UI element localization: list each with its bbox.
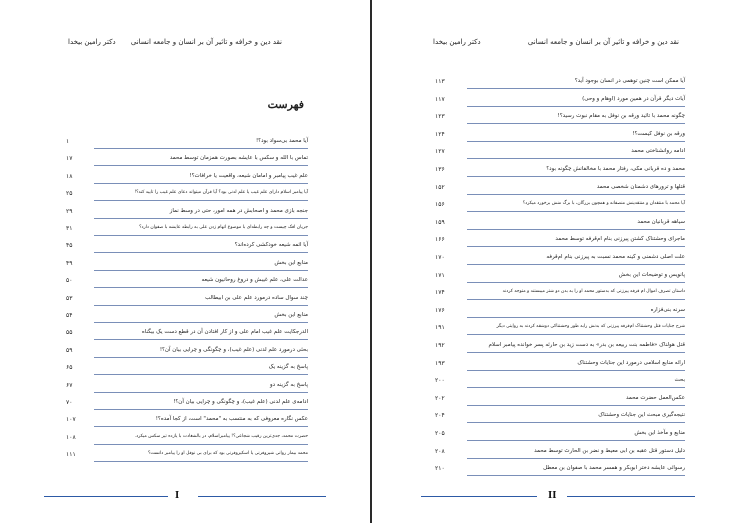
toc-entry-page-number: ۵۳ [66, 294, 73, 302]
toc-entry-title: عکس‌العمل حضرت محمد [626, 394, 685, 401]
toc-entry-title: محمد بیمار روانی شیزوفرنی یا اسکیزوفرنی بود که برای بی نوفل او را پیامبر دانست؟ [147, 451, 308, 457]
toc-entry-page-number: ۵۵ [66, 329, 73, 337]
toc-entry-page-number: ۵۴ [66, 312, 73, 319]
toc-entry[interactable] [423, 465, 685, 477]
toc-entry-title: قتل هولناک «فاطمه بنت ربیعه بن بدر» به دست زید بن حارثه پسر خوانده پیامبر اسلام [488, 342, 685, 348]
toc-entry-underline [467, 176, 685, 177]
toc-entry-title: حضرت محمد، جدی‌ترین رقیب شجاعی؟! پیامبراسلام، در بالشغادت با یازده تیر سکس میکرد. [134, 433, 308, 439]
toc-entry-underline [467, 141, 685, 142]
toc-entry-page-number: ۱۰۷ [66, 416, 76, 424]
footer-rule-left [44, 496, 168, 497]
toc-entry[interactable] [58, 434, 308, 446]
toc-title: فهرست [267, 98, 304, 111]
running-header-title: نقد دین و خرافه و تاثیر آن بر انسان و جامعه انسانی [130, 38, 282, 46]
toc-entry-underline [467, 334, 685, 335]
toc-entry-page-number: ۱۱۳ [435, 78, 445, 85]
toc-entry-page-number: ۱۱۷ [435, 95, 445, 103]
toc-entry[interactable] [423, 448, 685, 460]
toc-entry-underline [467, 387, 685, 388]
toc-entry[interactable] [58, 382, 308, 394]
toc-entry[interactable] [423, 184, 685, 196]
toc-entry-page-number: ۱۹۲ [435, 342, 445, 349]
toc-entry-page-number: ۲۱۰ [435, 465, 445, 473]
toc-entry[interactable] [58, 399, 308, 411]
toc-entry-page-number: ۲۰۴ [435, 412, 445, 420]
toc-entry-title: منابع این بخش [274, 259, 308, 266]
toc-entry-page-number: ۷۰ [66, 399, 73, 406]
toc-entry-underline [94, 287, 308, 288]
toc-entry-title: بحث [674, 377, 685, 384]
toc-entry[interactable] [423, 324, 685, 336]
toc-entry-underline [467, 352, 685, 353]
toc-entry-underline [94, 235, 308, 236]
toc-entry[interactable] [423, 113, 685, 125]
toc-entry[interactable] [58, 416, 308, 428]
toc-entry-page-number: ۱۹۱ [435, 324, 445, 332]
toc-entry-underline [94, 252, 308, 253]
toc-entry-underline [94, 183, 308, 184]
toc-entry-page-number: ۵۹ [66, 346, 73, 354]
toc-entry-underline [467, 440, 685, 441]
toc-entry[interactable] [423, 289, 685, 301]
toc-entry-page-number: ۱۳۶ [435, 166, 445, 173]
toc-entry-page-number: ۱۷۴ [435, 289, 445, 297]
toc-entry-underline [467, 211, 685, 212]
running-header-title: نقد دین و خرافه و تاثیر آن بر انسان و جامعه انسانی [527, 38, 679, 46]
toc-entry[interactable] [423, 236, 685, 248]
toc-entry-underline [94, 305, 308, 306]
toc-entry[interactable] [58, 208, 308, 220]
toc-entry-page-number: ۱۹۳ [435, 359, 445, 367]
toc-entry[interactable] [423, 430, 685, 442]
toc-entry-underline [467, 475, 685, 476]
toc-entry-underline [467, 194, 685, 195]
toc-entry-page-number: ۱۰۸ [66, 433, 76, 441]
toc-entry-title: الدرجکایت علم غیب امام علی و از کار افتادن آن در قطع دست یک بیگناه [141, 329, 308, 336]
toc-entry-title: منابع و مآخذ این بخش [634, 430, 685, 436]
footer-rule-right [198, 496, 326, 497]
toc-entry-page-number: ۵۰ [66, 277, 73, 285]
toc-entry[interactable] [423, 395, 685, 407]
toc-entry-underline [467, 246, 685, 247]
toc-entry-page-number: ۱ [66, 138, 70, 145]
toc-entry-page-number: ۴۹ [66, 259, 73, 267]
toc-entry-underline [467, 299, 685, 300]
toc-entry-underline [94, 444, 308, 445]
toc-entry[interactable] [423, 201, 685, 213]
toc-entry-page-number: ۱۵۲ [435, 183, 445, 191]
toc-entry-title: جریان افک چیست و چه رابطه‌ای با موضوع اتهام زدن علی به رابطه عایشه با صفوان دارد؟ [139, 225, 308, 230]
toc-entry-underline [467, 317, 685, 318]
toc-entry-title: ادامه‌ی علم لدنی (علم غیب)، و چگونگی و چرایی بیان آن؟! [173, 399, 308, 405]
toc-entry-page-number: ۱۸ [66, 172, 73, 180]
toc-entry-underline [94, 461, 308, 462]
toc-entry-underline [94, 409, 308, 410]
toc-entry-title: نتیجه‌گیری مبحث این جنایات وحشتناک [598, 412, 685, 419]
toc-entry-page-number: ۱۵۶ [435, 201, 445, 209]
toc-entry-underline [94, 200, 308, 201]
toc-entry[interactable] [58, 242, 308, 254]
toc-entry-underline [94, 148, 308, 149]
toc-entry[interactable] [58, 138, 308, 150]
toc-entry-page-number: ۴۵ [66, 242, 73, 250]
toc-entry-page-number: ۱۷۱ [435, 271, 445, 279]
toc-entry[interactable] [58, 329, 308, 341]
toc-entry[interactable] [423, 360, 685, 372]
toc-entry-title: آیا ائمه شیعه خودکشی کرده‌اند؟ [234, 242, 308, 249]
toc-entry-underline [94, 339, 308, 340]
toc-entry[interactable] [423, 148, 685, 160]
toc-entry-title: چگونه محمد با تائید ورقه بن نوفل به مقام نبوت رسید؟! [557, 113, 685, 120]
toc-entry-title: دلیل دستور قتل عقبه بن ابی معیط و نضر بن الحارث توسط محمد [534, 447, 685, 454]
toc-entry-page-number: ۲۰۰ [435, 377, 445, 385]
toc-entry-title: بحثی درمورد علم لدنی (علم غیب)، و چگونگی و چرایی بیان آن؟! [159, 346, 308, 353]
toc-entry-title: علم غیب پیامبر و امامان شیعه، واقعیت یا خرافات؟! [189, 172, 308, 179]
toc-entry-title: قتلها و ترورهای دشمنان شخصی محمد [596, 183, 685, 190]
toc-entry-page-number: ۱۱۱ [66, 451, 76, 459]
toc-entry-title: عکس نگاره معروفی که به منتسب به "محمد" است، از کجا آمده؟! [155, 416, 308, 423]
book-spine [370, 0, 372, 523]
toc-entry[interactable] [58, 225, 308, 237]
toc-entry-underline [467, 264, 685, 265]
toc-entry-page-number: ۳۱ [66, 225, 73, 232]
toc-entry[interactable] [423, 342, 685, 354]
toc-entry-title: پاسخ به گزینه دو [270, 381, 308, 388]
toc-entry-underline [94, 270, 308, 271]
toc-entry[interactable] [423, 254, 685, 266]
toc-entry[interactable] [423, 96, 685, 108]
toc-entry[interactable] [423, 166, 685, 178]
toc-entry-underline [94, 374, 308, 375]
toc-entry-title: ادامه روانشناختی محمد [631, 148, 685, 155]
toc-entry[interactable] [423, 219, 685, 231]
toc-entry-page-number: ۱۷ [66, 155, 73, 163]
toc-entry-title: آیا محمد بی‌سواد بود؟! [255, 138, 308, 144]
toc-entry[interactable] [58, 312, 308, 324]
right-page [373, 0, 743, 523]
footer-rule-right [567, 496, 695, 497]
toc-entry-underline [94, 322, 308, 323]
toc-entry-page-number: ۲۰۲ [435, 394, 445, 402]
page-folio: II [548, 491, 557, 501]
toc-entry[interactable] [423, 377, 685, 389]
toc-entry-title: ارائه منابع اسلامی درمورد این جنایات وحشتناک [577, 359, 685, 366]
toc-entry-page-number: ۱۲۴ [435, 130, 445, 138]
toc-entry-underline [467, 458, 685, 459]
toc-entry-title: آیات دیگر قرآن در همین مورد (اوهام و وحی) [582, 95, 685, 102]
toc-entry-title: علت اصلی دشمنی و کینه محمد نسبت به پیرزنی بنام ام‌قرفه [546, 254, 685, 260]
toc-entry-page-number: ۱۷۶ [435, 306, 445, 314]
toc-entry-title: سرنه بنی‌فزاره [650, 306, 685, 313]
toc-entry-title: جنجه بازی محمد و اصحابش در همه امور، حتی در وسط نماز [169, 207, 308, 214]
toc-entry-underline [467, 88, 685, 89]
toc-entry-title: ماجرای وحشتناک کشتن پیرزنی بنام ام‌قرفه توسط محمد [555, 236, 685, 243]
toc-entry-title: آیا ممکن است چنین توهمی در انسان بوجود آید؟ [574, 78, 685, 84]
toc-entry-title: محمد و ده قربانی مکی، رفتار محمد با مخالفانش چگونه بود؟ [546, 166, 685, 172]
toc-entry-underline [467, 158, 685, 159]
left-page [0, 0, 370, 523]
toc-entry-underline [94, 165, 308, 166]
toc-entry-underline [467, 229, 685, 230]
toc-entry-underline [467, 123, 685, 124]
toc-entry-page-number: ۱۷۰ [435, 254, 445, 261]
toc-entry-title: عدالت علی، علم غیبش و دروغ روحانیون شیعه [201, 277, 308, 284]
toc-entry-page-number: ۲۰۸ [435, 447, 445, 455]
toc-entry-title: داستان تصرف اموال ام قرفه پیرزنی که بدستور محمد او را به بدن دو شتر میبستند و متوجه کردند [502, 289, 685, 295]
toc-entry-underline [94, 357, 308, 358]
toc-entry-title: سیاهه قربانیان محمد [637, 218, 685, 225]
toc-entry-underline [467, 370, 685, 371]
toc-entry-title: رسوائی عایشه دختر ابوبکر و همسر محمد با صفوان بن معطل [543, 465, 685, 472]
toc-entry[interactable] [58, 295, 308, 307]
toc-entry-title: آیا پیامبر اسلام دارای علم غیب یا علم لدنی بود؟ آیا قرآن میتواند دعای علم غیب را تایید کند؟! [134, 190, 308, 196]
toc-entry[interactable] [58, 173, 308, 185]
toc-entry-page-number: ۲۹ [66, 207, 73, 215]
toc-entry[interactable] [58, 347, 308, 359]
toc-entry-page-number: ۶۵ [66, 364, 73, 372]
toc-entry-title: تماس با الله و سکس با عایشه بصورت همزمان توسط محمد [169, 155, 308, 162]
toc-entry[interactable] [58, 190, 308, 202]
toc-entry-page-number: ۲۵ [66, 190, 73, 198]
toc-entry-page-number: ۱۲۷ [435, 148, 445, 156]
toc-entry-title: منابع این بخش [274, 312, 308, 318]
toc-entry-underline [467, 405, 685, 406]
toc-entry[interactable] [58, 364, 308, 376]
toc-entry-page-number: ۲۰۵ [435, 430, 445, 437]
toc-entry[interactable] [423, 307, 685, 319]
toc-entry[interactable] [58, 451, 308, 463]
toc-entry[interactable] [423, 131, 685, 143]
page-folio: I [175, 491, 180, 501]
toc-entry-underline [467, 422, 685, 423]
toc-entry-title: پاسخ به گزینه یک [268, 364, 308, 371]
toc-entry-underline [94, 392, 308, 393]
running-header-author: دکتر رامین بیخدا [68, 38, 116, 46]
toc-entry-underline [467, 106, 685, 107]
toc-entry[interactable] [423, 78, 685, 90]
toc-entry-page-number: ۱۵۹ [435, 218, 445, 226]
toc-entry-title: پانویس و توضیحات این بخش [618, 271, 685, 278]
toc-entry[interactable] [423, 412, 685, 424]
toc-entry-title: چند سوال ساده درمورد علم علی بن ابیطالب [205, 294, 308, 301]
toc-entry-underline [94, 426, 308, 427]
toc-entry-page-number: ۱۲۳ [435, 113, 445, 121]
running-header-author: دکتر رامین بیخدا [433, 38, 481, 46]
footer-rule-left [421, 496, 537, 497]
toc-entry-underline [467, 282, 685, 283]
toc-entry[interactable] [58, 277, 308, 289]
toc-entry[interactable] [423, 272, 685, 284]
toc-entry-page-number: ۶۷ [66, 381, 73, 389]
toc-entry[interactable] [58, 260, 308, 272]
toc-entry-underline [94, 218, 308, 219]
toc-entry[interactable] [58, 155, 308, 167]
toc-entry-page-number: ۱۶۶ [435, 236, 445, 244]
toc-entry-title: آیا محمد با منتقدان و منتقدینش منصفانه و همچون بزرگان، با برگ منش برخورد میکرد؟ [522, 201, 685, 207]
toc-entry-title: ورقه بن نوفل کیست؟! [632, 130, 685, 137]
toc-entry-title: شرح جنایات قتل وحشتناک ام‌قرفه پیرزنی که بدنش رابه طور وحشتناکی دوشقه کردند به روایتی دیگر [496, 324, 685, 330]
